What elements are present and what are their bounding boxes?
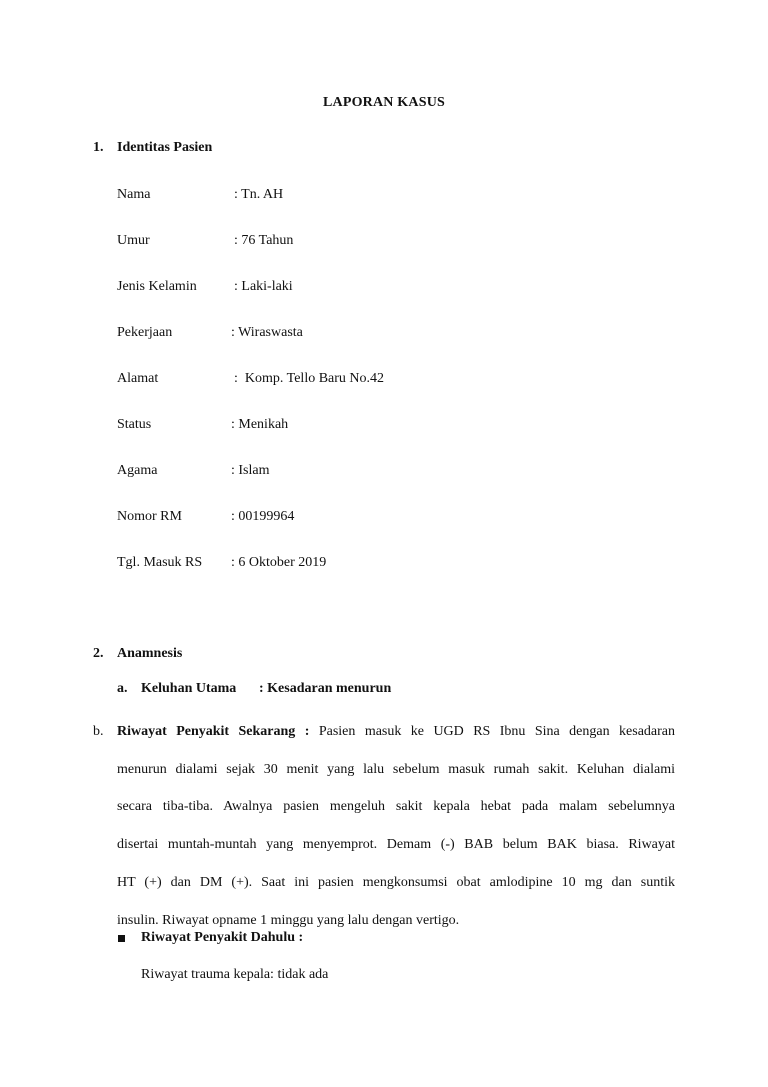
- section-1-number: 1.: [93, 140, 104, 155]
- field-label-tgl-masuk: Tgl. Masuk RS: [117, 555, 203, 570]
- subsection-b-marker: b.: [93, 724, 104, 739]
- riwayat-dahulu-text: Riwayat trauma kepala: tidak ada: [141, 967, 329, 982]
- section-2-number: 2.: [93, 646, 104, 661]
- field-value-alamat: : Komp. Tello Baru No.42: [234, 371, 385, 386]
- field-value-agama: : Islam: [231, 463, 270, 478]
- field-value-jenis-kelamin: : Laki-laki: [234, 279, 293, 294]
- riwayat-dahulu-heading: Riwayat Penyakit Dahulu :: [141, 930, 304, 945]
- field-label-status: Status: [117, 417, 152, 432]
- field-label-nama: Nama: [117, 187, 151, 202]
- field-label-alamat: Alamat: [117, 371, 159, 386]
- square-bullet-icon: [118, 935, 125, 942]
- field-value-tgl-masuk: : 6 Oktober 2019: [231, 555, 327, 570]
- field-label-nomor-rm: Nomor RM: [117, 509, 182, 524]
- paragraph-line-5: HT (+) dan DM (+). Saat ini pasien mengkonsumsi obat amlodipine 10 mg dan suntik: [117, 874, 675, 890]
- field-value-nama: : Tn. AH: [234, 187, 284, 202]
- riwayat-sekarang-label: Riwayat Penyakit Sekarang :: [117, 724, 310, 739]
- keluhan-utama-label: Keluhan Utama: [141, 681, 237, 696]
- field-label-jenis-kelamin: Jenis Kelamin: [117, 279, 197, 294]
- field-value-status: : Menikah: [231, 417, 289, 432]
- section-1-heading: Identitas Pasien: [117, 140, 213, 155]
- keluhan-utama-value: : Kesadaran menurun: [259, 681, 392, 696]
- paragraph-line-6: insulin. Riwayat opname 1 minggu yang lalu dengan vertigo.: [117, 912, 460, 928]
- field-value-umur: : 76 Tahun: [234, 233, 294, 248]
- field-value-pekerjaan: : Wiraswasta: [231, 325, 303, 340]
- paragraph-line-1: [93, 713, 675, 751]
- subsection-a-marker: a.: [117, 681, 128, 696]
- field-label-agama: Agama: [117, 463, 158, 478]
- riwayat-penyakit-sekarang-paragraph: [93, 713, 675, 939]
- document-title: LAPORAN KASUS: [322, 95, 445, 110]
- paragraph-line-2: menurun dialami sejak 30 menit yang lalu sebelum masuk rumah sakit. Keluhan dialami: [117, 761, 675, 777]
- paragraph-line-3: secara tiba-tiba. Awalnya pasien mengeluh sakit kepala hebat pada malam sebelumnya: [117, 799, 675, 815]
- field-label-umur: Umur: [117, 233, 150, 248]
- paragraph-line-4: disertai muntah-muntah yang menyemprot. Demam (-) BAB belum BAK biasa. Riwayat: [117, 837, 675, 853]
- field-label-pekerjaan: Pekerjaan: [117, 325, 173, 340]
- section-2-heading: Anamnesis: [117, 646, 183, 661]
- field-value-nomor-rm: : 00199964: [231, 509, 295, 524]
- paragraph-text-1: Pasien masuk ke UGD RS Ibnu Sina dengan kesadaran: [309, 724, 675, 739]
